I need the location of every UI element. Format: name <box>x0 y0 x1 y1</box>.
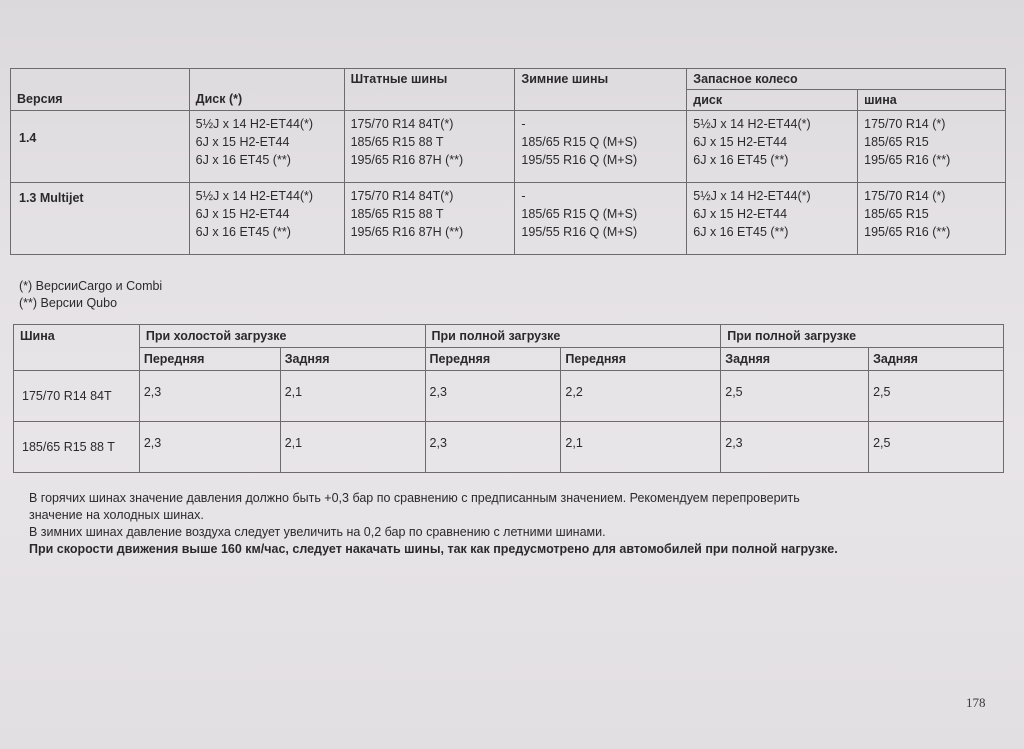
tyre-line: 185/65 R15 88 T <box>350 207 444 221</box>
subheader-rear: Задняя <box>280 348 425 371</box>
footnote-qubo: (**) Версии Qubo <box>19 296 118 310</box>
header-standard-tyres: Штатные шины <box>344 69 515 111</box>
winter-tyres-cell <box>515 111 687 183</box>
tyre-line: 195/65 R16 87H (**) <box>350 225 464 239</box>
header-spare-wheel: Запасное колесо <box>687 69 1006 90</box>
pressure-cell: 2,1 <box>280 371 425 422</box>
rims-cell <box>189 111 344 183</box>
page-number: 178 <box>966 695 986 710</box>
header-full-load: При полной загрузке <box>425 325 721 348</box>
pressure-cell: 2,3 <box>425 422 561 473</box>
tyre-line: 175/70 R14 (*) <box>864 189 946 203</box>
spare-tyres-cell <box>858 111 1006 183</box>
tyre-line: 195/65 R16 (**) <box>864 153 951 167</box>
pressure-cell: 2,3 <box>139 422 280 473</box>
pressure-cell: 2,3 <box>721 422 869 473</box>
tyre-line: 185/65 R15 Q (M+S) <box>521 207 638 221</box>
tyre-line: - <box>521 189 526 203</box>
tyre-line: 185/65 R15 <box>864 207 929 221</box>
tyre-line: 185/65 R15 88 T <box>350 135 444 149</box>
subheader-rear: Задняя <box>721 348 869 371</box>
footnotes <box>19 278 162 312</box>
pressure-notes <box>29 490 949 558</box>
pressure-cell: 2,1 <box>280 422 425 473</box>
pressure-cell: 2,3 <box>139 371 280 422</box>
tyre-line: 185/65 R15 Q (M+S) <box>521 135 638 149</box>
wheels-tyres-table <box>10 68 1006 255</box>
rim-line: 6J x 16 ET45 (**) <box>195 225 291 239</box>
pressure-cell: 2,2 <box>561 371 721 422</box>
pressure-cell: 2,5 <box>721 371 869 422</box>
table-row <box>14 371 1004 422</box>
pressure-cell: 2,5 <box>869 371 1004 422</box>
rim-line: 5½J x 14 H2-ET44(*) <box>693 117 811 131</box>
subheader-front: Передняя <box>425 348 561 371</box>
standard-tyres-cell <box>344 183 515 255</box>
version-cell: 1.4 <box>11 111 190 183</box>
header-tyre: Шина <box>14 325 140 371</box>
rim-line: 6J x 16 ET45 (**) <box>693 225 789 239</box>
winter-tyres-cell <box>515 183 687 255</box>
table-row <box>11 111 1006 183</box>
header-rim: Диск (*) <box>189 69 344 111</box>
rim-line: 6J x 15 H2-ET44 <box>195 207 290 221</box>
tyre-line: 185/65 R15 <box>864 135 929 149</box>
high-speed-note: При скорости движения выше 160 км/час, следует накачать шины, так как предусмотрено для автомобилей при полной нагрузке. <box>29 542 838 556</box>
spare-rims-cell <box>687 183 858 255</box>
hot-tyres-note-cont: значение на холодных шинах. <box>29 508 204 522</box>
tyre-line: - <box>521 117 526 131</box>
rim-line: 6J x 15 H2-ET44 <box>693 135 788 149</box>
rim-line: 5½J x 14 H2-ET44(*) <box>195 189 314 203</box>
rim-line: 6J x 15 H2-ET44 <box>693 207 788 221</box>
standard-tyres-cell <box>344 111 515 183</box>
tyre-line: 195/65 R16 87H (**) <box>350 153 464 167</box>
hot-tyres-note: В горячих шинах значение давления должно быть +0,3 бар по сравнению с предписанным значением. Рекомендуем перепроверить <box>29 491 800 505</box>
subheader-front: Передняя <box>139 348 280 371</box>
tyre-size-cell: 175/70 R14 84T <box>14 371 140 422</box>
header-spare-rim: диск <box>687 90 858 111</box>
tyre-line: 175/70 R14 (*) <box>864 117 946 131</box>
pressure-cell: 2,5 <box>869 422 1004 473</box>
tyre-line: 175/70 R14 84T(*) <box>350 117 454 131</box>
rim-line: 6J x 16 ET45 (**) <box>693 153 789 167</box>
tyre-pressure-table <box>13 324 1004 473</box>
rims-cell <box>189 183 344 255</box>
tyre-line: 195/55 R16 Q (M+S) <box>521 153 638 167</box>
table-row <box>11 183 1006 255</box>
subheader-rear: Задняя <box>869 348 1004 371</box>
rim-line: 6J x 16 ET45 (**) <box>195 153 291 167</box>
version-cell: 1.3 Multijet <box>11 183 190 255</box>
spare-tyres-cell <box>858 183 1006 255</box>
header-unladen: При холостой загрузке <box>139 325 425 348</box>
tyre-line: 195/65 R16 (**) <box>864 225 951 239</box>
winter-tyres-note: В зимних шинах давление воздуха следует увеличить на 0,2 бар по сравнению с летними шинами. <box>29 525 606 539</box>
table-row <box>14 422 1004 473</box>
subheader-front: Передняя <box>561 348 721 371</box>
pressure-cell: 2,1 <box>561 422 721 473</box>
header-winter-tyres: Зимние шины <box>515 69 687 111</box>
tyre-line: 175/70 R14 84T(*) <box>350 189 454 203</box>
header-full-load-2: При полной загрузке <box>721 325 1004 348</box>
rim-line: 5½J x 14 H2-ET44(*) <box>195 117 314 131</box>
footnote-cargo-combi: (*) ВерсииCargo и Combi <box>19 279 163 293</box>
spare-rims-cell <box>687 111 858 183</box>
header-version: Версия <box>11 69 190 111</box>
rim-line: 5½J x 14 H2-ET44(*) <box>693 189 811 203</box>
pressure-cell: 2,3 <box>425 371 561 422</box>
tyre-size-cell: 185/65 R15 88 T <box>14 422 140 473</box>
header-spare-tyre: шина <box>858 90 1006 111</box>
rim-line: 6J x 15 H2-ET44 <box>195 135 290 149</box>
tyre-line: 195/55 R16 Q (M+S) <box>521 225 638 239</box>
